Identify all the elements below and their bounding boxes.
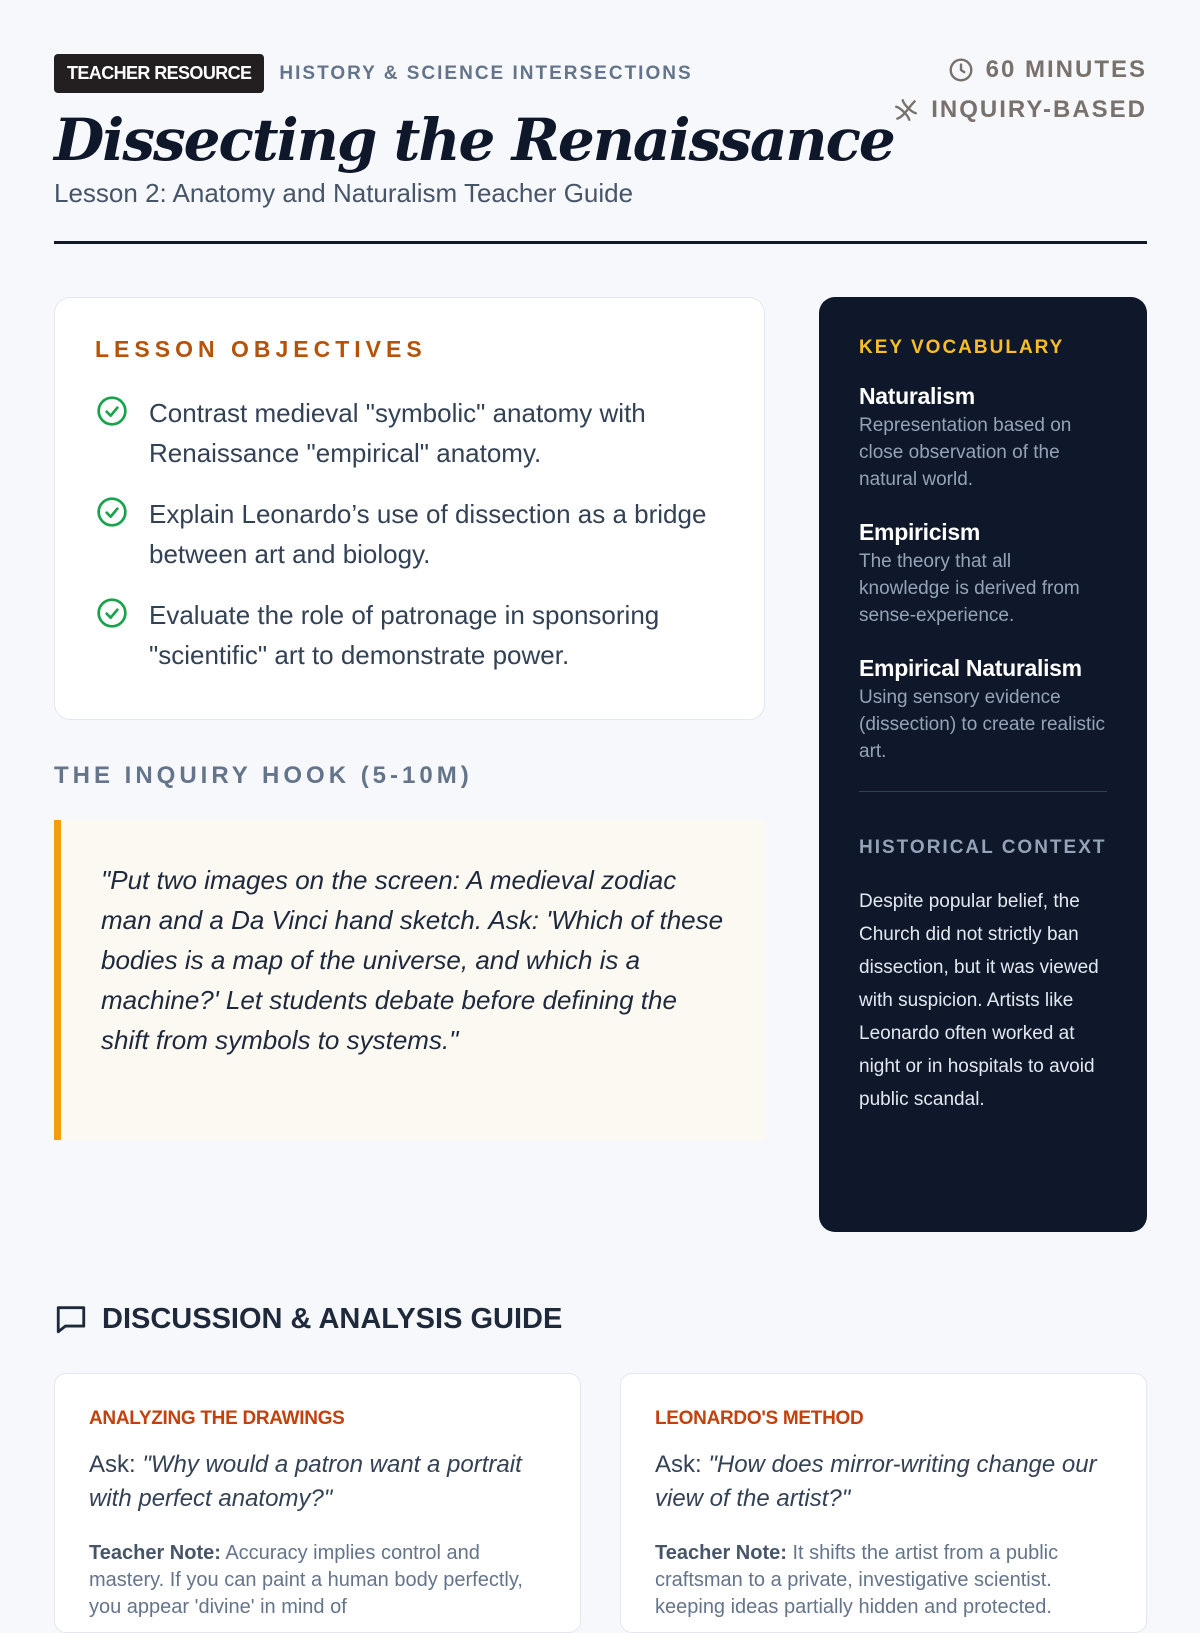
teacher-note [655, 1540, 1112, 1621]
vocab-item [859, 519, 1107, 629]
card-label: LEONARDO'S METHOD [655, 1408, 864, 1429]
objectives-heading: LESSON OBJECTIVES [95, 336, 427, 362]
historical-context-heading: HISTORICAL CONTEXT [859, 837, 1107, 858]
objectives-list [95, 393, 724, 675]
vocab-definition: The theory that all knowledge is derived from sense-experience. [859, 551, 1080, 626]
inquiry-hook-heading: THE INQUIRY HOOK (5-10M) [54, 762, 473, 789]
teacher-note-text: It shifts the artist from a public craftsman to a private, investigative scientist. keeping ideas partially hidden and protected. [655, 1542, 1059, 1618]
vocab-definition: Using sensory evidence (dissection) to create realistic art. [859, 687, 1106, 762]
discussion-title: DISCUSSION & ANALYSIS GUIDE [102, 1302, 563, 1335]
teacher-note-label: Teacher Note: [655, 1542, 787, 1564]
teacher-note-label: Teacher Note: [89, 1542, 221, 1564]
vocab-term: Empirical Naturalism [859, 655, 1082, 681]
discussion-card [620, 1373, 1147, 1633]
series-label: HISTORY & SCIENCE INTERSECTIONS [279, 62, 693, 84]
inquiry-hook-quote [54, 820, 765, 1140]
question-text: "How does mirror-writing change our view of the artist?" [655, 1451, 1097, 1512]
objective-text: Contrast medieval "symbolic" anatomy with Renaissance "empirical" anatomy. [149, 398, 646, 468]
card-label: ANALYZING THE DRAWINGS [89, 1408, 345, 1429]
card-question [89, 1448, 546, 1516]
discussion-card [54, 1373, 581, 1633]
discussion-heading [54, 1302, 562, 1336]
page-subtitle: Lesson 2: Anatomy and Naturalism Teacher Guide [54, 178, 634, 208]
historical-context-text: Despite popular belief, the Church did not strictly ban dissection, but it was viewed with suspicion. Artists like Leonardo often worked at night or in hospitals to avoid public scandal. [859, 891, 1099, 1110]
lesson-meta [893, 54, 1147, 134]
chat-bubble-icon [54, 1302, 88, 1336]
teacher-note [89, 1540, 546, 1621]
objective-text: Evaluate the role of patronage in sponsoring "scientific" art to demonstrate power. [149, 600, 660, 670]
duration-meta [893, 54, 1147, 86]
sidebar-divider [859, 791, 1107, 792]
inquiry-hook-text: "Put two images on the screen: A medieval zodiac man and a Da Vinci hand sketch. Ask: 'Which of these bodies is a map of the universe, and which is a machine?' Let students debate before defining the shift from symbols to systems." [101, 865, 724, 1055]
check-circle-icon [95, 597, 129, 629]
vocab-term: Empiricism [859, 519, 980, 545]
check-circle-icon [95, 496, 129, 528]
check-circle-icon [95, 395, 129, 427]
method-meta [893, 94, 1147, 126]
vocab-definition: Representation based on close observation of the natural world. [859, 415, 1072, 490]
dna-icon [893, 97, 919, 123]
vocab-item [859, 655, 1107, 765]
objective-item [95, 393, 724, 473]
card-question [655, 1448, 1112, 1516]
objective-item [95, 595, 724, 675]
vocabulary-heading: KEY VOCABULARY [859, 337, 1065, 358]
method-label: INQUIRY-BASED [931, 96, 1147, 123]
page-title: Dissecting the Renaissance [54, 106, 894, 174]
vocabulary-list [859, 383, 1107, 765]
teacher-note-text: Accuracy implies control and mastery. If you can paint a human body perfectly, you appear 'divine' in mind of [89, 1542, 523, 1618]
resource-badge: TEACHER RESOURCE [54, 54, 264, 93]
duration-label: 60 MINUTES [985, 56, 1147, 83]
vocab-term: Naturalism [859, 383, 975, 409]
ask-prefix: Ask: [655, 1451, 702, 1478]
clock-icon [948, 57, 974, 83]
ask-prefix: Ask: [89, 1451, 136, 1478]
question-text: "Why would a patron want a portrait with perfect anatomy?" [89, 1451, 522, 1512]
objective-text: Explain Leonardo’s use of dissection as a bridge between art and biology. [149, 499, 707, 569]
vocab-item [859, 383, 1107, 493]
objective-item [95, 494, 724, 574]
vocabulary-sidebar [819, 297, 1147, 1232]
objectives-card [54, 297, 765, 720]
page-header [54, 54, 1147, 244]
